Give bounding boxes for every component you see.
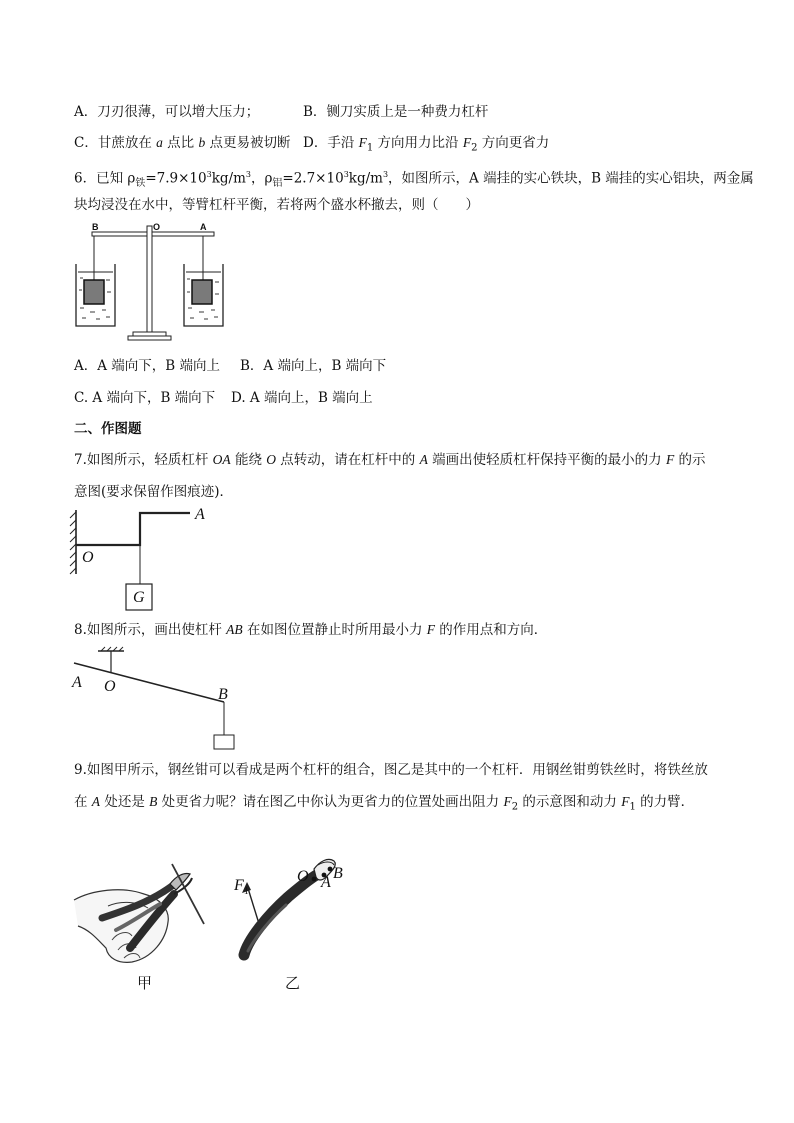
q7-text-line1: 7.如图所示，轻质杠杆 OA 能绕 O 点转动，请在杠杆中的 A 端画出使轻质杠杆保持平衡的最小的力 F 的示 <box>74 452 706 468</box>
q9-text-line1: 9.如图甲所示，钢丝钳可以看成是两个杠杆的组合，图乙是其中的一个杠杆．用钢丝钳剪铁丝时，将铁丝放 <box>74 762 708 778</box>
q9-label-o: O <box>297 868 309 885</box>
q6-label-a: A <box>200 222 207 232</box>
q6-option-c: C. A 端向下，B 端向下 <box>74 390 216 406</box>
q9-text-line2: 在 A 处还是 B 处更省力呢？请在图乙中你认为更省力的位置处画出阻力 $F_2$ 的示意图和动力 $F_1$ 的力臂． <box>74 794 695 813</box>
q8-label-a: A <box>72 674 82 691</box>
q8-text: 8.如图所示，画出使杠杆 AB 在如图位置静止时所用最小力 F 的作用点和方向． <box>74 622 548 638</box>
q5-option-d: D．手沿 $F_1$ 方向用力比沿 $F_2$ 方向更省力 <box>303 135 550 154</box>
q6-label-b: B <box>92 222 99 232</box>
q7-text-line2: 意图(要求保留作图痕迹)． <box>74 484 234 500</box>
q8-lever-figure <box>72 647 242 753</box>
section-title: 二、作图题 <box>74 421 142 437</box>
q6-label-o: O <box>153 222 161 232</box>
q6-option-d: D. A 端向上，B 端向上 <box>231 390 373 406</box>
q9-label-b: B <box>333 865 343 882</box>
q5-option-a: A．刀刃很薄，可以增大压力； <box>74 104 260 120</box>
caption-jia: 甲 <box>137 974 153 992</box>
q5-option-b: B．铡刀实质上是一种费力杠杆 <box>303 104 489 120</box>
q7-label-o: O <box>82 549 94 566</box>
pliers-hand-figure <box>72 860 212 968</box>
q7-label-g: G <box>133 589 145 606</box>
q6-text-line1: 6．已知 $\rho_铁=7.9\times 10^3kg/m^3$，$\rho_铝=2.7\times 10^3kg/m^3$，如图所示，A 端挂的实心铁块，B 端挂的实心铝块，两金属 <box>74 170 754 190</box>
caption-yi: 乙 <box>285 974 301 992</box>
q9-label-a: A <box>321 874 331 891</box>
q9-label-f1: $F_1$ <box>234 877 249 898</box>
q6-option-b: B．A 端向上，B 端向下 <box>240 358 387 374</box>
q6-balance-figure <box>70 222 230 347</box>
q8-label-o: O <box>104 678 116 695</box>
q5-option-c: C．甘蔗放在 a 点比 b 点更易被切断 <box>74 135 291 151</box>
q6-option-a: A．A 端向下，B 端向上 <box>74 358 221 374</box>
q7-label-a: A <box>195 506 205 523</box>
q8-label-b: B <box>218 686 228 703</box>
q6-text-line2: 块均浸没在水中，等臂杠杆平衡，若将两个盛水杯撤去，则（ ） <box>74 197 479 213</box>
